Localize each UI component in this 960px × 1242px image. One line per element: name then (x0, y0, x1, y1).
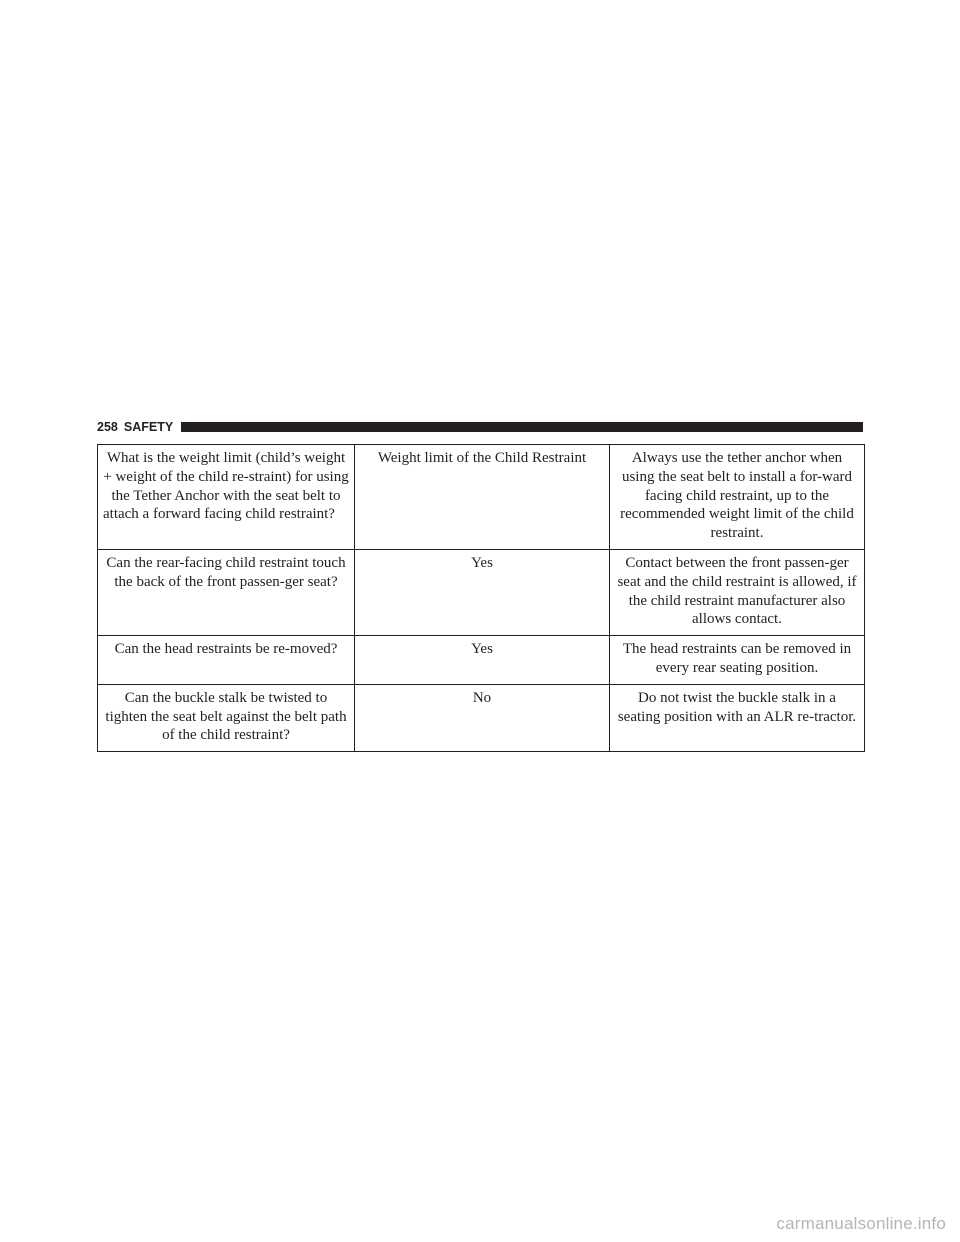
question-cell: Can the buckle stalk be twisted to tighten the seat belt against the belt path of the child restraint? (98, 684, 355, 751)
question-cell: Can the rear-facing child restraint touch the back of the front passen-ger seat? (98, 549, 355, 635)
note-cell: The head restraints can be removed in every rear seating position. (610, 636, 865, 685)
header-rule (181, 422, 863, 432)
section-title: SAFETY (123, 420, 174, 434)
answer-cell: Yes (355, 636, 610, 685)
note-cell: Do not twist the buckle stalk in a seating position with an ALR re-tractor. (610, 684, 865, 751)
table-row (98, 445, 865, 550)
note-cell: Contact between the front passen-ger seat and the child restraint is allowed, if the child restraint manufacturer also allows contact. (610, 549, 865, 635)
table-row (98, 684, 865, 751)
watermark: carmanualsonline.info (776, 1214, 946, 1233)
table-row (98, 636, 865, 685)
page-number: 258 (97, 420, 118, 434)
table-row (98, 549, 865, 635)
answer-cell: Weight limit of the Child Restraint (355, 445, 610, 550)
question-cell: What is the weight limit (child’s weight + weight of the child re-straint) for using the Tether Anchor with the seat belt to attach a forward facing child restraint? (98, 445, 355, 550)
child-restraint-table (97, 444, 865, 752)
page-header (97, 418, 863, 436)
answer-cell: No (355, 684, 610, 751)
question-cell: Can the head restraints be re-moved? (98, 636, 355, 685)
note-cell: Always use the tether anchor when using the seat belt to install a for-ward facing child restraint, up to the recommended weight limit of the child restraint. (610, 445, 865, 550)
answer-cell: Yes (355, 549, 610, 635)
